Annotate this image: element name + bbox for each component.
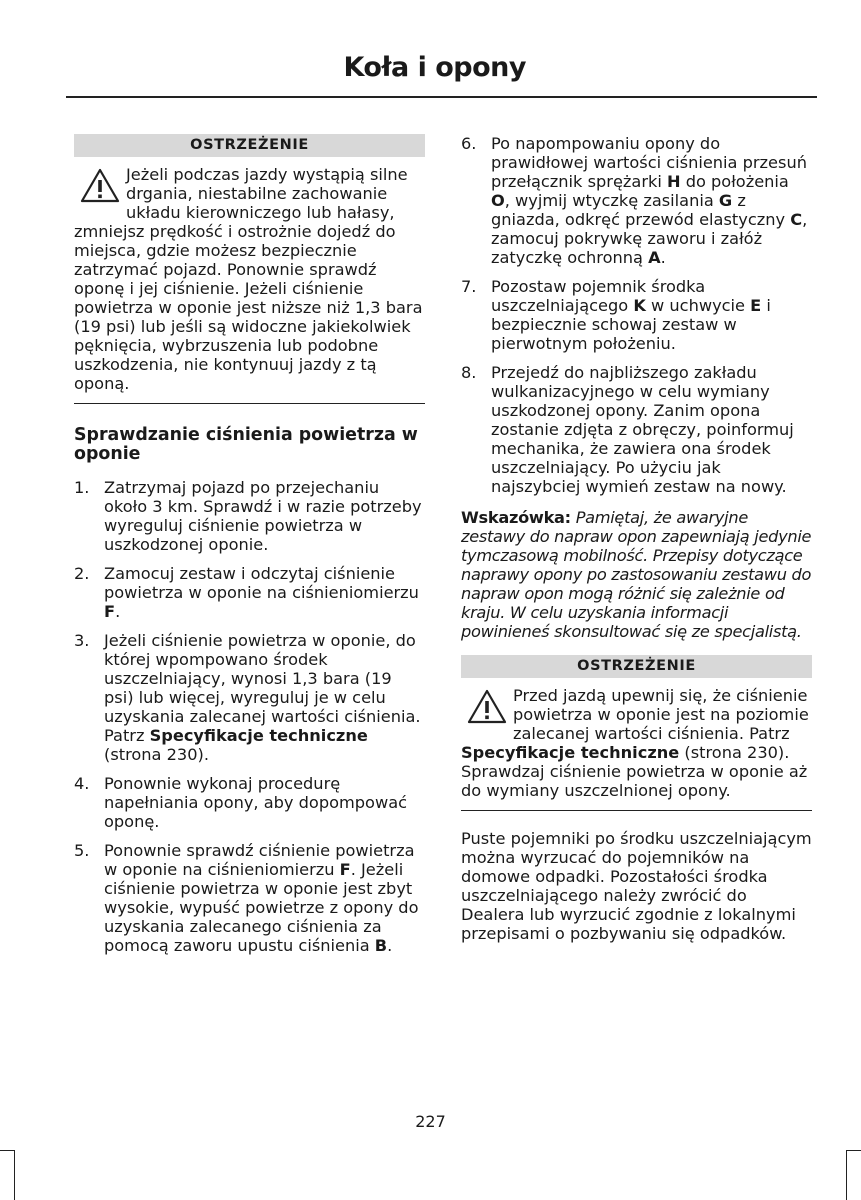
crop-mark [846,1150,847,1200]
list-item [74,774,425,831]
step-text: Po napompowaniu opony do prawidłowej wartości ciśnienia przesuń przełącznik sprężarki [491,134,807,191]
right-column [461,134,812,943]
step-text: . Jeżeli ciśnienie powietrza w oponie jest zbyt wysokie, wypuść powietrze z opony do uzyskania zalecanego ciśnienia za pomocą zaworu upustu ciśnienia [104,860,419,955]
warning-heading: OSTRZEŻENIE [461,655,812,678]
step-text: w uchwycie [645,296,751,315]
warning-box [74,134,425,404]
step-number: 8. [461,363,477,382]
list-item [461,134,812,267]
warning-triangle-icon [467,689,507,725]
step-text: , wyjmij wtyczkę zasilania [504,191,719,210]
steps-list [461,134,812,496]
key-letter: E [750,296,762,315]
key-letter: C [790,210,803,229]
step-number: 3. [74,631,90,650]
step-number: 7. [461,277,477,296]
warning-body [74,157,425,393]
crop-mark [847,1150,861,1151]
step-text: . [387,936,393,955]
cross-reference: Specyfikacje techniczne [461,743,680,762]
step-text: Zatrzymaj pojazd po przejechaniu około 3 km. Sprawdź i w razie potrzeby wyreguluj ciśnienie powietrza w uszkodzonej oponie. [104,478,422,554]
step-text: Pozostaw pojemnik środka uszczelniającego [491,277,706,315]
step-text: Ponownie wykonaj procedurę napełniania opony, aby dopompować oponę. [104,774,408,831]
step-text: do położenia [680,172,789,191]
step-text: Ponownie sprawdź ciśnienie powietrza w oponie na ciśnieniomierzu [104,841,415,879]
key-letter: O [491,191,505,210]
crop-mark [14,1150,15,1200]
step-text: Przejedź do najbliższego zakładu wulkanizacyjnego w celu wymiany uszkodzonej opony. Zanim opona zostanie zdjęta z obręczy, poinformuj mechanika, że zawiera ona środek uszczelniający. Po użyciu jak najszybciej wymień zestaw na nowy. [491,363,794,496]
step-text: Zamocuj zestaw i odczytaj ciśnienie powietrza w oponie na ciśnieniomierzu [104,564,419,602]
step-text: . [660,248,666,267]
note [461,508,812,641]
list-item [74,841,425,955]
step-number: 4. [74,774,90,793]
page-number: 227 [415,1112,446,1131]
warning-text: Jeżeli podczas jazdy wystąpią silne drgania, niestabilne zachowanie układu kierowniczego lub hałasy, zmniejsz prędkość i ostrożnie dojedź do miejsca, gdzie możesz bezpiecznie zatrzymać pojazd. Ponownie sprawdź oponę i jej ciśnienie. Jeżeli ciśnienie powietrza w oponie jest niższe niż 1,3 bara (19 psi) lub jeśli są widoczne jakiekolwiek pęknięcia, wybrzuszenia lub podobne uszkodzenia, nie kontynuuj jazdy z tą oponą. [74,165,423,393]
warning-box [461,655,812,811]
warning-text: (strona 230). Sprawdzaj ciśnienie powietrza w oponie aż do wymiany uszczelnionej opony. [461,743,808,800]
warning-heading: OSTRZEŻENIE [74,134,425,157]
crop-mark [0,1150,14,1151]
step-text: . [115,602,121,621]
left-column [74,134,425,965]
key-letter: G [718,191,733,210]
page-title: Koła i opony [343,52,526,83]
key-letter: A [648,248,661,267]
cross-reference: Specyfikacje techniczne [149,726,368,745]
step-text: i bezpiecznie schowaj zestaw w pierwotnym położeniu. [491,296,771,353]
key-letter: B [374,936,388,955]
steps-list [74,478,425,955]
header-divider [66,96,817,98]
key-letter: K [633,296,646,315]
warning-body [461,678,812,800]
list-item [74,631,425,764]
list-item [74,478,425,554]
note-label: Wskazówka: [461,508,571,527]
step-text: (strona 230). [104,745,209,764]
warning-end-rule [74,403,425,404]
step-number: 2. [74,564,90,583]
warning-text: Przed jazdą upewnij się, że ciśnienie powietrza w oponie jest na poziomie zalecanej wartości ciśnienia. Patrz [513,686,809,743]
step-number: 5. [74,841,90,860]
step-text: , zamocuj pokrywkę zaworu i załóż zatyczkę ochronną [491,210,808,267]
step-number: 6. [461,134,477,153]
section-heading: Sprawdzanie ciśnienia powietrza w oponie [74,425,418,464]
warning-end-rule [461,810,812,811]
warning-triangle-icon [80,168,120,204]
disposal-paragraph: Puste pojemniki po środku uszczelniającym można wyrzucać do pojemników na domowe odpadki. Pozostałości środka uszczelniającego należy zwrócić do Dealera lub wyrzucić zgodnie z lokalnymi przepisami o pozbywaniu się odpadków. [461,829,812,943]
list-item [74,564,425,621]
step-number: 1. [74,478,90,497]
key-letter: F [339,860,351,879]
list-item [461,363,812,496]
step-text: Jeżeli ciśnienie powietrza w oponie, do której wpompowano środek uszczelniający, wynosi 1,3 bara (19 psi) lub więcej, wyreguluj je w celu uzyskania zalecanej wartości ciśnienia. Patrz [104,631,421,745]
step-text: z gniazda, odkręć przewód elastyczny [491,191,791,229]
note-text: Pamiętaj, że awaryjne zestawy do napraw opon zapewniają jedynie tymczasową mobilność. Przepisy dotyczące naprawy opony po zastosowaniu zestawu do napraw opon mogą różnić się zależnie od kraju. W celu uzyskania informacji powinieneś skonsultować się ze specjalistą. [461,508,812,641]
key-letter: H [667,172,681,191]
key-letter: F [104,602,116,621]
list-item [461,277,812,353]
